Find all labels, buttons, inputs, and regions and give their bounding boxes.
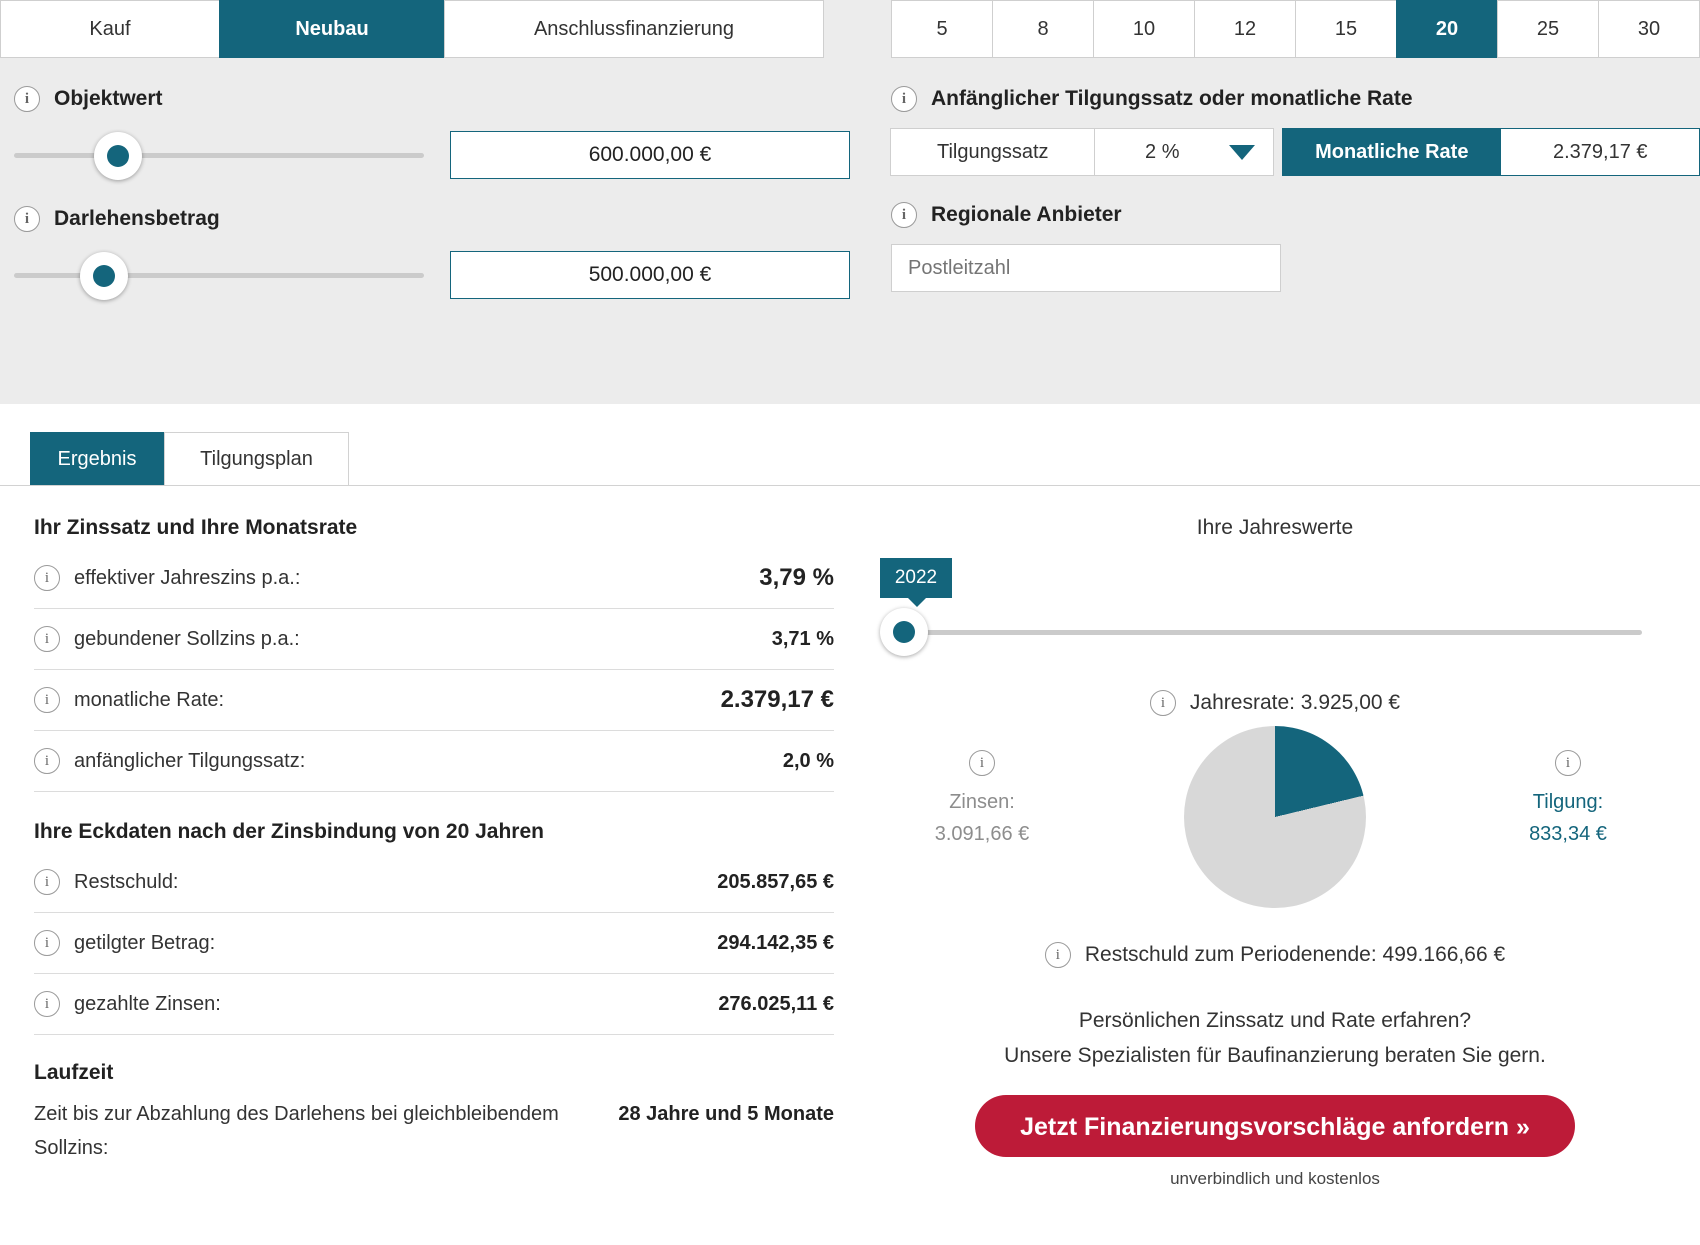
pie-legend-tilgung-label: Tilgung:: [1532, 791, 1604, 813]
objektwert-group: [14, 86, 868, 182]
tilgung-label-row: [891, 86, 1700, 112]
finanzierungsvorschlaege-button[interactable]: Jetzt Finanzierungsvorschläge anfordern »: [975, 1095, 1575, 1157]
cta-subtext: unverbindlich und kostenlos: [1170, 1169, 1380, 1189]
section-heading-eckdaten: Ihre Eckdaten nach der Zinsbindung von 20 Jahren: [34, 820, 544, 843]
zinsbindung-5[interactable]: 5: [891, 0, 993, 58]
info-icon-restschuld-periodenende[interactable]: i: [1045, 942, 1071, 968]
regionale-anbieter-group: [891, 202, 1700, 292]
row-value: 3,71 %: [771, 627, 834, 650]
row-monatliche-rate: [34, 670, 834, 731]
row-value: 205.857,65 €: [717, 870, 834, 893]
zinsbindung-15[interactable]: 15: [1295, 0, 1397, 58]
jahreswerte-pie-chart: [880, 726, 1670, 936]
zinsbindung-25[interactable]: 25: [1497, 0, 1599, 58]
cta-line-1: Persönlichen Zinssatz und Rate erfahren?: [1078, 1009, 1472, 1032]
configurator-left-column: [0, 0, 868, 404]
zinsbindung-tab-group: [891, 0, 1700, 58]
darlehensbetrag-group: [14, 206, 868, 302]
row-label: getilgter Betrag:: [74, 931, 216, 954]
pie-graphic: [1184, 726, 1366, 908]
regional-label: Regionale Anbieter: [931, 203, 1122, 226]
year-badge: 2022: [880, 558, 952, 598]
pie-legend-zinsen-value: 3.091,66 €: [934, 823, 1030, 845]
row-label: gebundener Sollzins p.a.:: [74, 627, 300, 650]
row-label: gezahlte Zinsen:: [74, 992, 221, 1015]
row-gebundener-sollzins: [34, 609, 834, 670]
row-label: monatliche Rate:: [74, 688, 225, 711]
row-label: Restschuld:: [74, 870, 179, 893]
cta-line-2: Unsere Spezialisten für Baufinanzierung beraten Sie gern.: [1004, 1043, 1546, 1067]
jahreswerte-title: Ihre Jahreswerte: [1196, 516, 1354, 539]
info-icon-getilgter-betrag[interactable]: i: [34, 930, 60, 956]
row-label: effektiver Jahreszins p.a.:: [74, 566, 301, 589]
configurator-panel: [0, 0, 1700, 404]
tilgungssatz-button[interactable]: Tilgungssatz: [890, 128, 1095, 176]
zinsbindung-8[interactable]: 8: [992, 0, 1094, 58]
darlehensbetrag-label-row: [14, 206, 868, 232]
pie-legend-tilgung: [1478, 750, 1658, 850]
darlehensbetrag-value[interactable]: 500.000,00 €: [450, 251, 850, 299]
pie-legend-zinsen: [892, 750, 1072, 850]
zinsbindung-10[interactable]: 10: [1093, 0, 1195, 58]
purpose-tab-group: [0, 0, 868, 58]
row-value: 276.025,11 €: [718, 992, 834, 1015]
monatliche-rate-button[interactable]: Monatliche Rate: [1282, 128, 1501, 176]
result-tab-group: [0, 432, 1700, 486]
laufzeit-section: [34, 1061, 834, 1165]
row-value: 294.142,35 €: [717, 931, 834, 954]
zinsbindung-12[interactable]: 12: [1194, 0, 1296, 58]
info-icon-monatliche-rate[interactable]: i: [34, 687, 60, 713]
tilgungssatz-select-value: 2 %: [1145, 140, 1180, 163]
objektwert-value[interactable]: 600.000,00 €: [450, 131, 850, 179]
row-getilgter-betrag: [34, 913, 834, 974]
jahreswerte-panel: [880, 516, 1670, 1189]
darlehensbetrag-slider-track: [14, 273, 424, 278]
row-anfaenglicher-tilgungssatz: [34, 731, 834, 792]
zinsbindung-20[interactable]: 20: [1396, 0, 1498, 58]
info-icon-restschuld[interactable]: i: [34, 869, 60, 895]
monatliche-rate-value[interactable]: 2.379,17 €: [1500, 128, 1700, 176]
tab-underline: [0, 485, 1700, 486]
tab-ergebnis[interactable]: Ergebnis: [30, 432, 164, 486]
restschuld-periodenende-label: Restschuld zum Periodenende: 499.166,66 €: [1084, 943, 1506, 966]
result-summary: [34, 516, 834, 1165]
objektwert-slider-handle[interactable]: [94, 132, 142, 180]
info-icon-zinsen[interactable]: i: [969, 750, 995, 776]
tab-kauf[interactable]: Kauf: [0, 0, 220, 58]
pie-legend-zinsen-label: Zinsen:: [949, 791, 1015, 813]
row-effektiver-jahreszins: [34, 548, 834, 609]
laufzeit-row: [34, 1097, 834, 1165]
spacer: [34, 792, 834, 820]
darlehensbetrag-slider-handle[interactable]: [80, 252, 128, 300]
info-icon-jahresrate[interactable]: i: [1150, 690, 1176, 716]
row-label: anfänglicher Tilgungssatz:: [74, 749, 306, 772]
row-gezahlte-zinsen: [34, 974, 834, 1035]
objektwert-slider-track: [14, 153, 424, 158]
section-heading-laufzeit: Laufzeit: [34, 1061, 114, 1084]
configurator-right-column: [878, 0, 1700, 404]
info-icon-objektwert[interactable]: i: [14, 86, 40, 112]
info-icon-effektiver-jahreszins[interactable]: i: [34, 565, 60, 591]
tilgung-option-row: [891, 128, 1700, 176]
zinsbindung-30[interactable]: 30: [1598, 0, 1700, 58]
tab-tilgungsplan[interactable]: Tilgungsplan: [164, 432, 349, 486]
jahresrate-label: Jahresrate: 3.925,00 €: [1189, 691, 1401, 714]
cta-text: [880, 1004, 1670, 1073]
darlehensbetrag-label: Darlehensbetrag: [54, 207, 220, 230]
objektwert-label: Objektwert: [54, 87, 163, 110]
tab-anschlussfinanzierung[interactable]: Anschlussfinanzierung: [444, 0, 824, 58]
info-icon-gebundener-sollzins[interactable]: i: [34, 626, 60, 652]
laufzeit-value: 28 Jahre und 5 Monate: [618, 1103, 834, 1125]
row-value: 3,79 %: [759, 564, 834, 591]
row-value: 2,0 %: [782, 749, 834, 772]
year-slider-track: [894, 630, 1642, 635]
info-icon-darlehensbetrag[interactable]: i: [14, 206, 40, 232]
darlehensbetrag-slider[interactable]: [14, 248, 434, 302]
info-icon-gezahlte-zinsen[interactable]: i: [34, 991, 60, 1017]
objektwert-label-row: [14, 86, 868, 112]
restschuld-periodenende-row: [880, 942, 1670, 968]
tilgung-label: Anfänglicher Tilgungssatz oder monatliche Rate: [931, 87, 1413, 110]
info-icon-tilgung-legend[interactable]: i: [1555, 750, 1581, 776]
pie-legend-tilgung-value: 833,34 €: [1529, 823, 1607, 845]
regional-label-row: [891, 202, 1700, 228]
row-value: 2.379,17 €: [720, 686, 834, 713]
postleitzahl-input[interactable]: [891, 244, 1281, 292]
chevron-down-icon: [1229, 145, 1255, 160]
year-slider-handle[interactable]: [880, 608, 928, 656]
info-icon-tilgung[interactable]: i: [891, 86, 917, 112]
tab-neubau[interactable]: Neubau: [219, 0, 445, 58]
row-restschuld: [34, 852, 834, 913]
laufzeit-text: Zeit bis zur Abzahlung des Darlehens bei gleichbleibendem Sollzins:: [34, 1103, 559, 1159]
tilgungssatz-select[interactable]: [1094, 128, 1274, 176]
year-slider[interactable]: [880, 558, 1670, 668]
info-icon-anfaenglicher-tilgungssatz[interactable]: i: [34, 748, 60, 774]
section-heading-zinssatz: Ihr Zinssatz und Ihre Monatsrate: [34, 516, 358, 539]
objektwert-slider[interactable]: [14, 128, 434, 182]
tilgung-group: [891, 86, 1700, 176]
jahresrate-row: [880, 690, 1670, 716]
info-icon-regional[interactable]: i: [891, 202, 917, 228]
